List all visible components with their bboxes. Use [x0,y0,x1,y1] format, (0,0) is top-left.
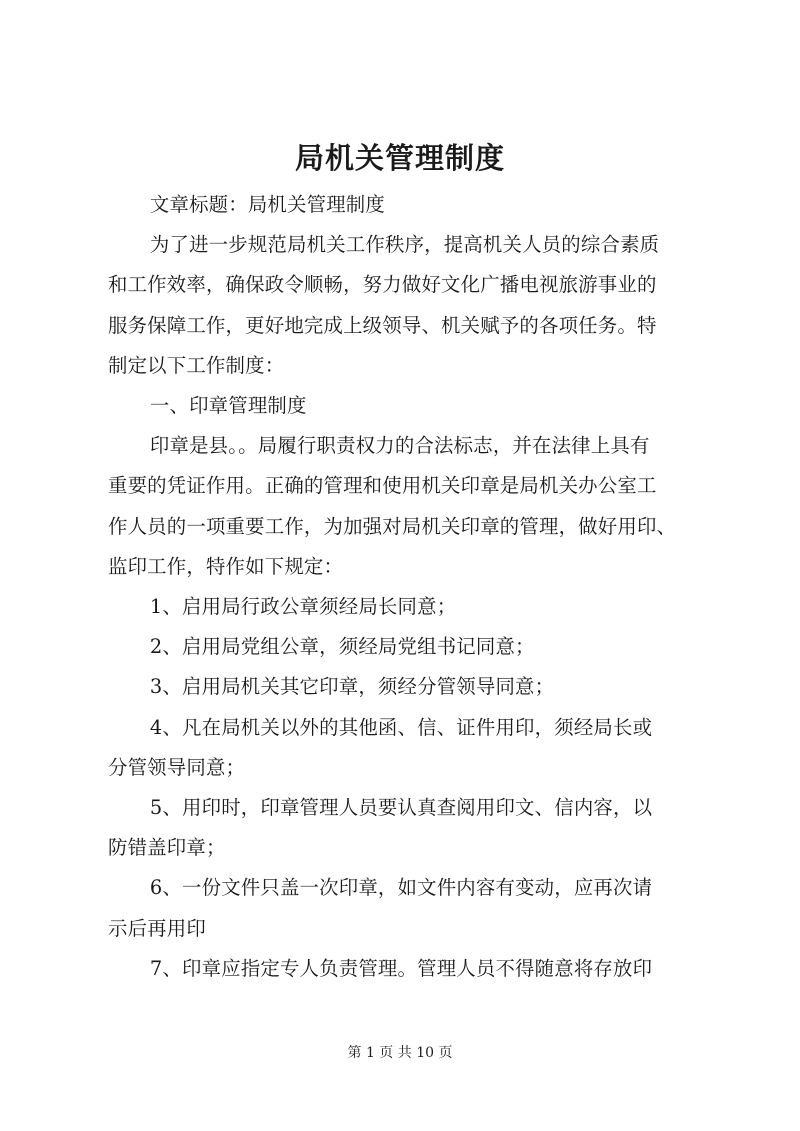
list-item-rule-1: 1、启用局行政公章须经局长同意； [149,595,457,619]
paragraph-article-title: 文章标题：局机关管理制度 [149,193,385,216]
paragraph-seal-overview: 印章是县。。局履行职责权力的合法标志，并在法律上具有 重要的凭证作用。正确的管理和使用机关印章是局机关办公室工 作人员的一项重要工作，为加强对局机关印章的管理，做好用印、 监印工作，特作如下规定： [108,434,677,578]
list-item-rule-7: 7、印章应指定专人负责管理。管理人员不得随意将存放印 [149,956,653,980]
document-body [108,185,704,989]
list-item-rule-6: 6、一份文件只盖一次印章，如文件内容有变动，应再次请 示后再用印 [108,876,653,940]
list-item-rule-5: 5、用印时，印章管理人员要认真查阅用印文、信内容，以 防错盖印章； [108,796,653,860]
list-item-rule-4: 4、凡在局机关以外的其他函、信、证件用印，须经局长或 分管领导同意； [108,715,653,779]
list-item-rule-2: 2、启用局党组公章，须经局党组书记同意； [149,635,535,659]
paragraph-intro: 为了进一步规范局机关工作秩序，提高机关人员的综合素质 和工作效率，确保政令顺畅，努力做好文化广播电视旅游事业的 服务保障工作，更好地完成上级领导、机关赋予的各项任务。特 制定以下工作制度： [108,233,660,377]
list-item-rule-3: 3、启用局机关其它印章，须经分管领导同意； [149,675,555,699]
section-heading-seal-management: 一、印章管理制度 [149,394,307,418]
document-title: 局机关管理制度 [294,141,505,175]
page-footer: 第 1 页 共 10 页 [347,1045,453,1061]
